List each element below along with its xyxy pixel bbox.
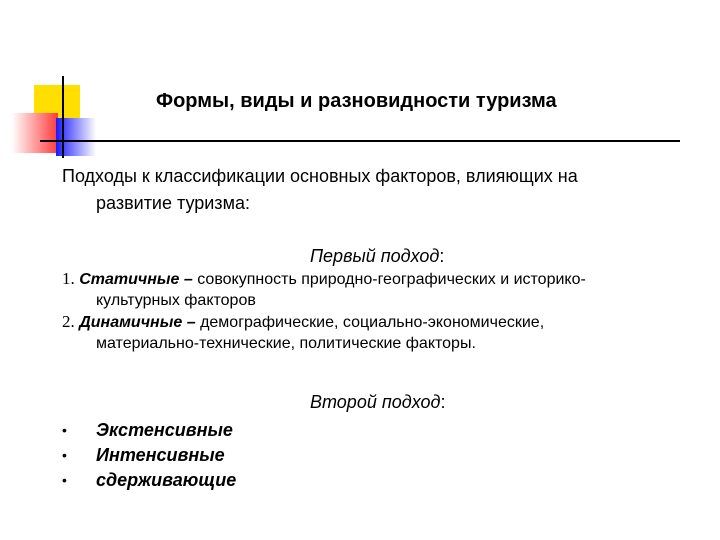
decor-red-square: [12, 113, 58, 153]
list-item: [62, 418, 236, 443]
list-item: [62, 311, 586, 354]
item-text: демографические, социально-экономические,: [200, 314, 545, 331]
approach-1-list: [62, 268, 586, 354]
item-text-continued: культурных факторов: [96, 292, 256, 309]
approach-2-heading: [310, 392, 445, 413]
list-item: [62, 268, 586, 311]
bullet-icon: •: [62, 472, 67, 488]
item-text: совокупность природно-географических и историко-: [197, 271, 586, 288]
list-item: [62, 468, 236, 493]
intro-line-1: Подходы к классификации основных факторов, влияющих на: [62, 166, 578, 186]
bullet-text: Интенсивные: [96, 445, 225, 465]
slide-title: Формы, виды и разновидности туризма: [156, 90, 557, 112]
bullet-text: сдерживающие: [96, 470, 237, 490]
item-number: 2.: [62, 312, 75, 331]
bullet-icon: •: [62, 422, 67, 438]
item-number: 1.: [62, 269, 75, 288]
list-item: [62, 443, 236, 468]
title-underline: [40, 140, 680, 142]
approach-1-label: Первый подход: [310, 246, 440, 266]
item-term: Динамичные –: [79, 314, 196, 331]
approach-1-heading: [310, 246, 444, 267]
item-text-continued: материально-технические, политические факторы.: [96, 335, 476, 352]
decor-vertical-line: [62, 76, 64, 158]
approach-2-colon: :: [440, 392, 446, 412]
approach-1-colon: :: [439, 246, 445, 266]
approach-2-bullet-list: [62, 418, 236, 493]
intro-line-2: развитие туризма:: [96, 193, 250, 213]
bullet-text: Экстенсивные: [96, 420, 233, 440]
bullet-icon: •: [62, 447, 67, 463]
item-term: Статичные –: [79, 271, 193, 288]
intro-paragraph: [62, 163, 578, 217]
approach-2-label: Второй подход: [310, 392, 441, 412]
